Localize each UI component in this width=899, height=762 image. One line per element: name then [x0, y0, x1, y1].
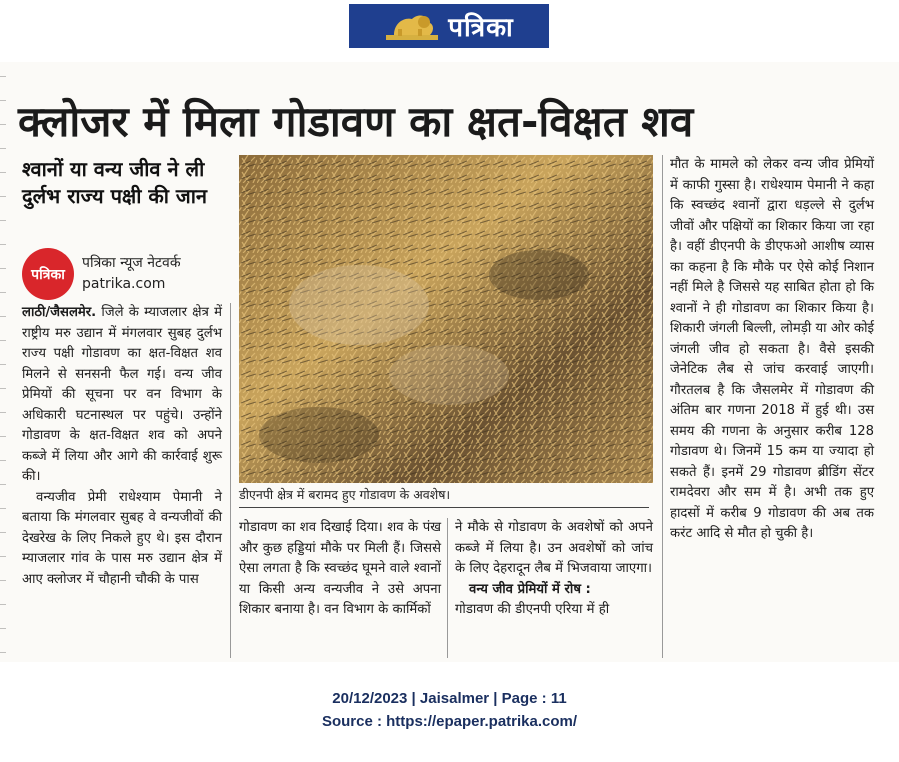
article-column-3: [455, 518, 653, 621]
paragraph-1: जिले के म्याजलार क्षेत्र में राष्ट्रीय मरु उद्यान में मंगलवार सुबह दुर्लभ राज्य पक्षी गोडावण का क्षत-विक्षत शव मिलने से सनसनी फैल गई। वन्य जीव प्रेमियों की सूचना पर वन विभाग के अधिकारी घटनास्थल पर पहुंचे। उन्होंने गोडावण के क्षत-विक्षत शव को अपने कब्जे में लिया और आगे की कार्रवाई शुरू की।: [22, 305, 222, 484]
photo-caption: डीएनपी क्षेत्र में बरामद हुए गोडावण के अवशेष।: [239, 486, 649, 508]
footer-source: Source : https://epaper.patrika.com/: [321, 713, 578, 730]
column-divider: [447, 518, 448, 658]
footer-edition-info: 20/12/2023 | Jaisalmer | Page : 11: [332, 690, 567, 707]
paragraph-2: वन्यजीव प्रेमी राधेश्याम पेमानी ने बताया कि मंगलवार सुबह वे वन्यजीवों की देखरेख के लिए निकले हुए थे। इस दौरान म्याजलार गांव के पास मरु उद्यान क्षेत्र में आए क्लोजर में चौहानी चौकी के पास: [22, 489, 222, 587]
patrika-logo-icon: पत्रिका: [22, 248, 74, 300]
adjacent-column-edge: [0, 62, 6, 662]
article-headline: क्लोजर में मिला गोडावण का क्षत-विक्षत शव: [18, 97, 694, 146]
lion-emblem-icon: [384, 9, 440, 43]
dry-grass-remains-image: [239, 155, 653, 483]
brand-name: पत्रिका: [448, 13, 514, 43]
article-subheadline: श्वानों या वन्य जीव ने ली दुर्लभ राज्य पक्षी की जान: [22, 157, 208, 208]
article-column-4: मौत के मामले को लेकर वन्य जीव प्रेमियों में काफी गुस्सा है। राधेश्याम पेमानी ने कहा कि स्वच्छंद श्वानों द्वारा धड़ल्ले से दुर्लभ जीवों और पक्षियों का शिकार किया जा रहा है। वहीं डीएनपी के डीएफओ आशीष व्यास का कहना है कि मौके पर ऐसे कोई निशान नहीं मिले है जिससे यह साबित होता हो कि श्वानों ने ही गोडावण का शिकार किया है। शिकारी जंगली बिल्ली, लोमड़ी या ओर कोई जंगली जीव हो सकता है। वैसे इसकी जेनेटिक लैब से जांच करवाई जाएगी। गौरतलब है कि जैसलमेर में गोडावण की अंतिम बार गणना 2018 में हुई थी। उस समय की गणना के अनुसार करीब 128 गोडावण थे। जिनमें 15 कम या ज्यादा हो सकते हैं। इनमें 29 गोडावण ब्रीडिंग सेंटर रामदेवरा और सम में है। अभी तक हुए हादसों में करीब 9 गोडावण की अब तक करंट आदि से मौत हो चुकी है।: [670, 157, 874, 541]
section-subheading: वन्य जीव प्रेमियों में रोष :: [469, 581, 591, 597]
byline-site: patrika.com: [82, 276, 166, 292]
byline-block: [22, 248, 181, 300]
masthead-logo: [349, 4, 549, 48]
column-divider: [230, 303, 231, 658]
article-photo: [239, 155, 653, 483]
dateline: लाठी/जैसलमेर.: [22, 305, 97, 320]
paragraph-3: ने मौके से गोडावण के अवशेषों को अपने कब्जे में लिया है। उन अवशेषों को जांच के लिए देहरादून लैब में भिजवाया जाएगा।: [455, 520, 653, 576]
column-divider: [662, 155, 663, 658]
article-column-1: [22, 303, 222, 590]
paragraph-4: गोडावण की डीएनपी एरिया में ही: [455, 602, 610, 617]
byline-name: पत्रिका न्यूज नेटवर्क: [82, 255, 181, 271]
article-column-2: गोडावण का शव दिखाई दिया। शव के पंख और कुछ हड्डियां मौके पर मिली हैं। जिससे ऐसा लगता है कि स्वच्छंद घूमने वाले श्वानों या किसी अन्य वन्यजीव ने उसे अपना शिकार बनाया है। वन विभाग के कार्मिकों: [239, 520, 441, 617]
